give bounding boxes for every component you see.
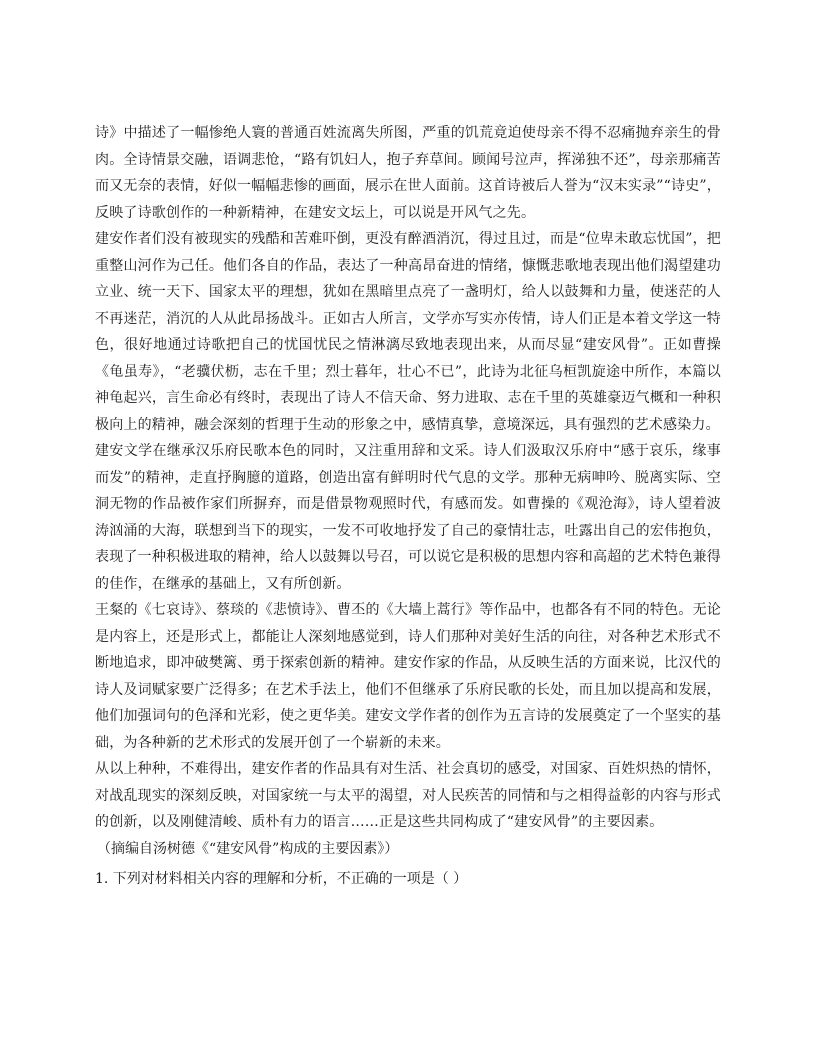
source-citation: （摘编自汤树德《“建安风骨”构成的主要因素》） [97, 840, 399, 857]
question-1: 1. 下列对材料相关内容的理解和分析，不正确的一项是（ ） [95, 871, 468, 887]
paragraph-1: 诗》中描述了一幅惨绝人寰的普通百姓流离失所图，严重的饥荒竟迫使母亲不得不忍痛抛弃亲生的骨肉。全诗情景交融，语调悲怆，“路有饥妇人，抱子弃草间。顾闻号泣声，挥涕独不还”，母亲那痛苦而又无奈的表情，好似一幅幅悲惨的画面，展示在世人面前。这首诗被后人誉为“汉末实录”“诗史”，反映了诗歌创作的一种新精神，在建安文坛上，可以说是开风气之先。 [95, 125, 721, 221]
document-page [95, 120, 721, 893]
paragraph-4: 王粲的《七哀诗》、蔡琰的《悲愤诗》、曹丕的《大墙上蒿行》等作品中，也都各有不同的特色。无论是内容上，还是形式上，都能让人深刻地感觉到，诗人们那种对美好生活的向往，对各种艺术形式不断地追求，即冲破樊篱、勇于探索创新的精神。建安作家的作品，从反映生活的方面来说，比汉代的诗人及词赋家要广泛得多；在艺术手法上，他们不但继承了乐府民歌的长处，而且加以提高和发展，他们加强词句的色泽和光彩，使之更华美。建安文学作者的创作为五言诗的发展奠定了一个坚实的基础，为各种新的艺术形式的发展开创了一个崭新的未来。 [95, 602, 721, 751]
paragraph-3: 建安文学在继承汉乐府民歌本色的同时，又注重用辞和文采。诗人们汲取汉乐府中“感于哀乐，缘事而发”的精神，走直抒胸臆的道路，创造出富有鲜明时代气息的文学。那种无病呻吟、脱离实际、空洞无物的作品被作家们所摒弃，而是借景物观照时代，有感而发。如曹操的《观沧海》，诗人望着波涛汹涌的大海，联想到当下的现实，一发不可收地抒发了自己的豪情壮志，吐露出自己的宏伟抱负，表现了一种积极进取的精神，给人以鼓舞以号召，可以说它是积极的思想内容和高超的艺术特色兼得的佳作，在继承的基础上，又有所创新。 [95, 443, 721, 592]
paragraph-2: 建安作者们没有被现实的残酷和苦难吓倒，更没有醉酒消沉，得过且过，而是“位卑未敢忘忧国”，把重整山河作为己任。他们各自的作品，表达了一种高昂奋进的情绪，慷慨悲歌地表现出他们渴望建功立业、统一天下、国家太平的理想，犹如在黑暗里点亮了一盏明灯，给人以鼓舞和力量，使迷茫的人不再迷茫，消沉的人从此昂扬战斗。正如古人所言，文学亦写实亦传情，诗人们正是本着文学这一特色，很好地通过诗歌把自己的忧国忧民之情淋漓尽致地表现出来，从而尽显“建安风骨”。正如曹操《龟虽寿》，“老骥伏枥，志在千里；烈士暮年，壮心不已”，此诗为北征乌桓凯旋途中所作，本篇以神龟起兴，言生命必有终时，表现出了诗人不信天命、努力进取、志在千里的英雄豪迈气概和一种积极向上的精神，融会深刻的哲理于生动的形象之中，感情真挚，意境深远，具有强烈的艺术感染力。 [95, 231, 721, 433]
paragraph-5: 从以上种种，不难得出，建安作者的作品具有对生活、社会真切的感受，对国家、百姓炽热的情怀，对战乱现实的深刻反映，对国家统一与太平的渴望，对人民疾苦的同情和与之相得益彰的内容与形式的创新，以及刚健清峻、质朴有力的语言……正是这些共同构成了“建安风骨”的主要因素。 [95, 761, 721, 830]
